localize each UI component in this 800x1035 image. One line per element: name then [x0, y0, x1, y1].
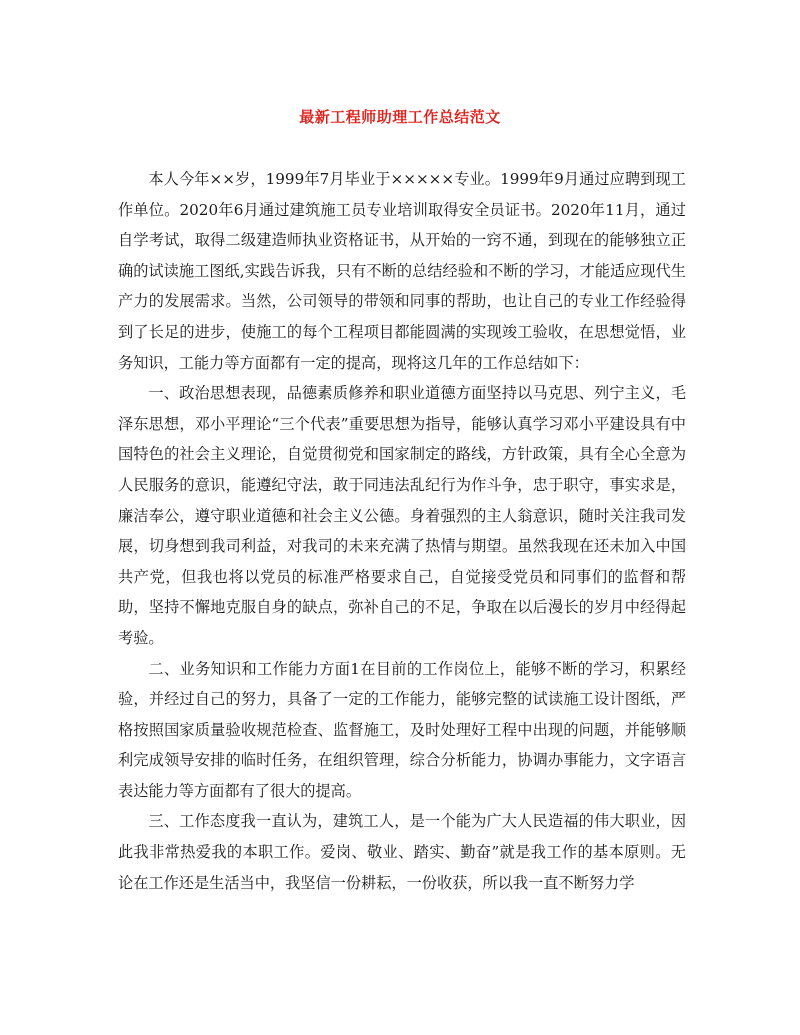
paragraph-political: 一、政治思想表现，品德素质修养和职业道德方面坚持以马克思、列宁主义，毛泽东思想，邓小平理论“三个代表”重要思想为指导，能够认真学习邓小平建设具有中国特色的社会主义理论，自觉贯彻党和国家制定的路线，方针政策，具有全心全意为人民服务的意识，能遵纪守法，敢于同违法乱纪行为作斗争，忠于职守，事实求是，廉洁奉公，遵守职业道德和社会主义公德。身着强烈的主人翁意识，随时关注我司发展，切身想到我司利益，对我司的未来充满了热情与期望。虽然我现在还未加入中国共产党，但我也将以党员的标准严格要求自己，自觉接受党员和同事们的监督和帮助，坚持不懈地克服自身的缺点，弥补自己的不足，争取在以后漫长的岁月中经得起考验。 [118, 384, 686, 647]
paragraph-professional: 二、业务知识和工作能力方面1在目前的工作岗位上，能够不断的学习，积累经验，并经过自己的努力，具备了一定的工作能力，能够完整的试读施工设计图纸，严格按照国家质量验收规范检查、监督施工，及时处理好工程中出现的问题，并能够顺利完成领导安排的临时任务，在组织管理，综合分析能力，协调办事能力，文字语言表达能力等方面都有了很大的提高。 [118, 659, 686, 800]
paragraph-attitude: 三、工作态度我一直认为，建筑工人，是一个能为广大人民造福的伟大职业，因此我非常热爱我的本职工作。爱岗、敬业、踏实、勤奋”就是我工作的基本原则。无论在工作还是生活当中，我坚信一份耕耘，一份收获，所以我一直不断努力学 [118, 812, 686, 892]
document-body [118, 164, 686, 898]
document-title: 最新工程师助理工作总结范文 [299, 108, 501, 126]
paragraph-intro: 本人今年××岁，1999年7月毕业于×××××专业。1999年9月通过应聘到现工作单位。2020年6月通过建筑施工员专业培训取得安全员证书。2020年11月，通过自学考试，取得二级建造师执业资格证书，从开始的一窍不通，到现在的能够独立正确的试读施工图纸,实践告诉我，只有不断的总结经验和不断的学习，才能适应现代生产力的发展需求。当然，公司领导的带领和同事的帮助，也让自己的专业工作经验得到了长足的进步，使施工的每个工程项目都能圆满的实现竣工验收，在思想觉悟，业务知识，工能力等方面都有一定的提高，现将这几年的工作总结如下： [118, 170, 686, 372]
